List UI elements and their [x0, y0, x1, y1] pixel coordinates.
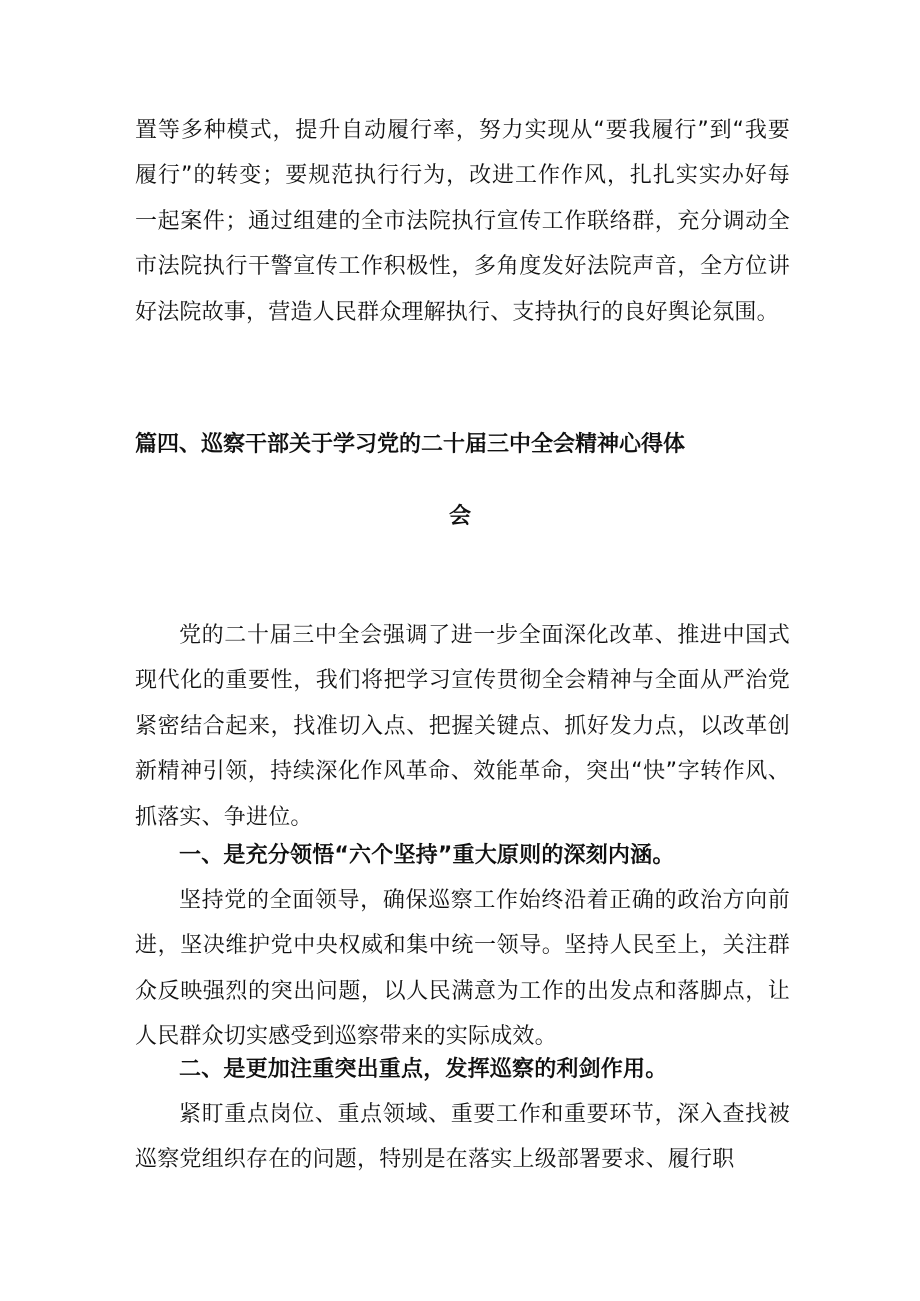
section-2-body: 紧盯重点岗位、重点领域、重要工作和重要环节，深入查找被巡察党组织存在的问题，特别是在落实上级部署要求、履行职 — [135, 1102, 790, 1173]
article-title-line-1: 篇四、巡察干部关于学习党的二十届三中全会精神心得体 — [135, 432, 686, 457]
article-title-line-2: 会 — [448, 504, 471, 529]
intro-paragraph: 党的二十届三中全会强调了进一步全面深化改革、推进中国式现代化的重要性，我们将把学习宣传贯彻全会精神与全面从严治党紧密结合起来，找准切入点、把握关键点、抓好发力点，以改革创新精神引领，持续深化作风革命、效能革命，突出“快”字转作风、抓落实、争进位。 — [135, 623, 790, 830]
section-1-heading: 一、是充分领悟“六个坚持”重大原则的深刻内涵。 — [179, 843, 675, 868]
section-2-heading: 二、是更加注重突出重点，发挥巡察的利剑作用。 — [179, 1057, 668, 1082]
continuation-paragraph: 置等多种模式，提升自动履行率，努力实现从“要我履行”到“我要履行”的转变；要规范执行行为，改进工作作风，扎扎实实办好每一起案件；通过组建的全市法院执行宣传工作联络群，充分调动全市法院执行干警宣传工作积极性，多角度发好法院声音，全方位讲好法院故事，营造人民群众理解执行、支持执行的良好舆论氛围。 — [135, 118, 790, 325]
section-1-body: 坚持党的全面领导，确保巡察工作始终沿着正确的政治方向前进，坚决维护党中央权威和集中统一领导。坚持人民至上，关注群众反映强烈的突出问题，以人民满意为工作的出发点和落脚点，让人民群众切实感受到巡察带来的实际成效。 — [135, 888, 790, 1050]
